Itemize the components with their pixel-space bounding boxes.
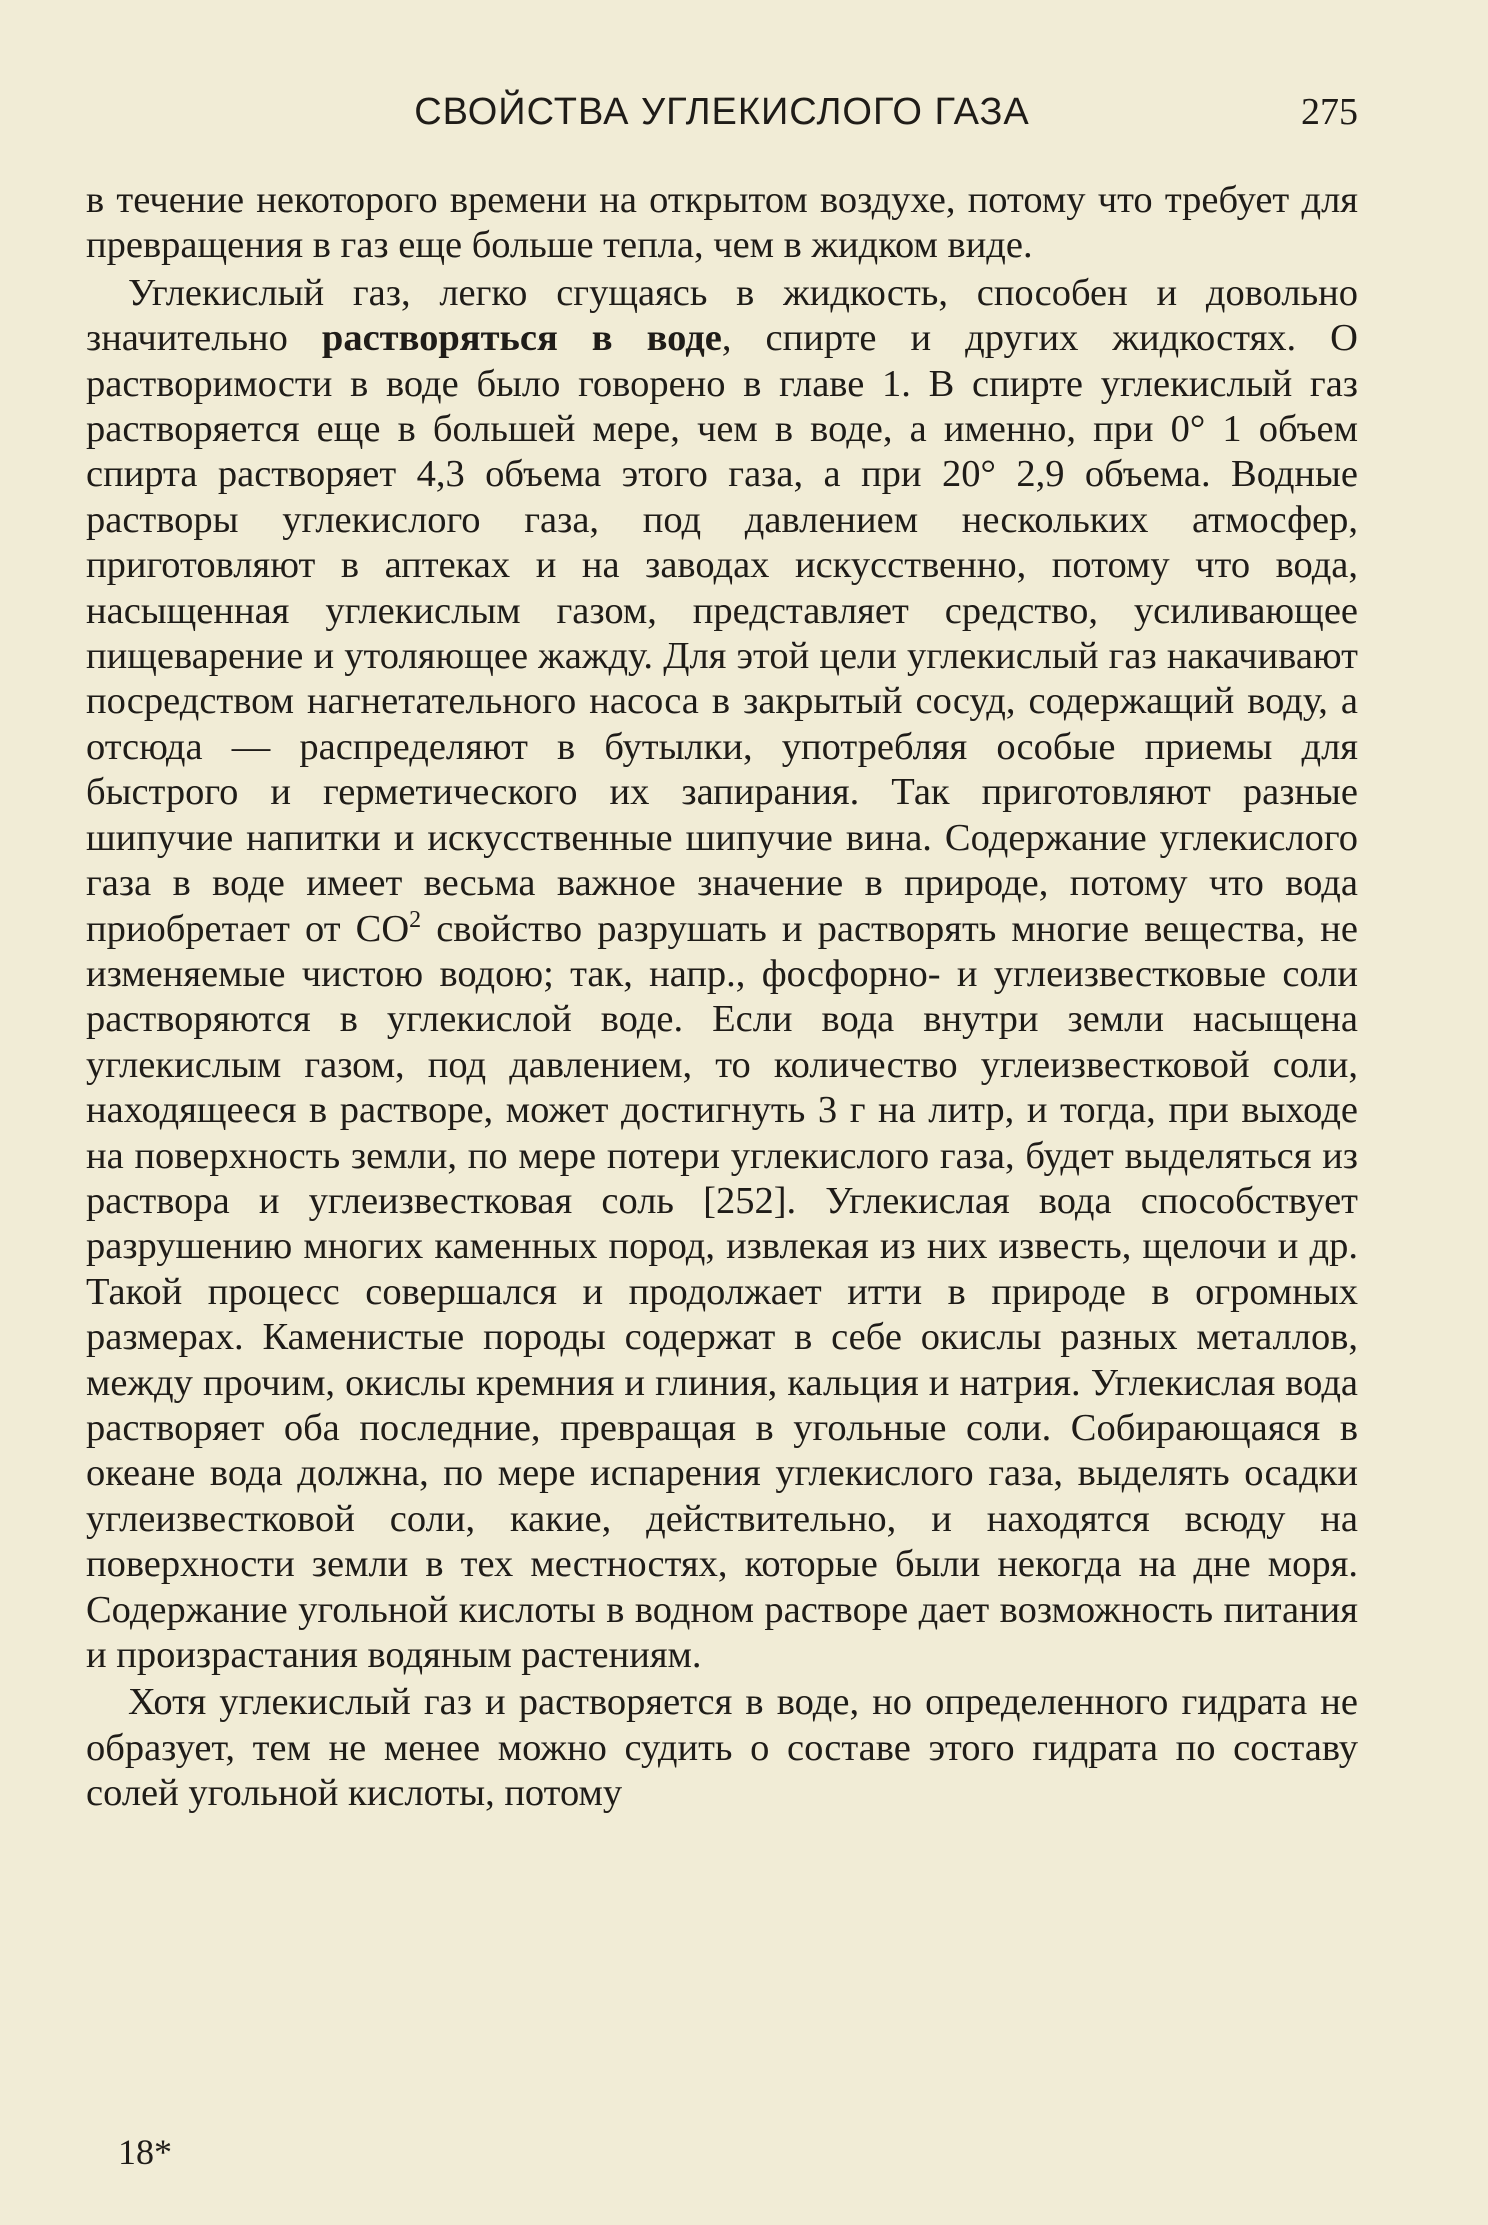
paragraph-solubility bbox=[86, 271, 1358, 1679]
paragraph-continuation: в течение некоторого времени на открытом воздухе, потому что требует для превращения в газ еще больше тепла, чем в жидком виде. bbox=[86, 179, 1358, 267]
subscript-index: 2 bbox=[409, 906, 422, 933]
signature-mark: 18* bbox=[118, 2132, 172, 2172]
running-title: СВОЙСТВА УГЛЕКИСЛОГО ГАЗА bbox=[414, 91, 1030, 133]
paragraph-text: свойство разрушать и растворять многие вещества, не изменяемые чистою водою; так, напр., фосфорно- и углеизвестковые соли растворяются в углекислой воде. Если вода внутри земли насыщена углекислым газом, под давлением, то количество углеизвестковой соли, находящееся в растворе, может достигнуть 3 г на литр, и тогда, при выходе на поверхность земли, по мере потери углекислого газа, будет выделяться из раствора и углеизвестковая соль [252]. Углекислая вода способствует разрушению многих каменных пород, извлекая из них известь, щелочи и др. Такой процесс совершался и продолжает итти в природе в огромных размерах. Каменистые породы содержат в себе окислы разных металлов, между прочим, окислы кремния и глиния, кальция и натрия. Углекислая вода растворяет оба последние, превращая в угольные соли. Собирающаяся в океане вода должна, по мере испарения углекислого газа, выделять осадки углеизвестковой соли, какие, действительно, и находятся всюду на поверхности земли в тех местностях, которые были некогда на дне моря. Содержание угольной кислоты в водном растворе дает возможность питания и произрастания водяным растениям. bbox=[86, 907, 1358, 1676]
paragraph-text: Углекислый газ, легко сгущаясь в жидкость, способен и довольно значительно bbox=[86, 271, 1358, 360]
paragraph-hydrate: Хотя углекислый газ и растворяется в воде, но определенного гидрата не образует, тем не менее можно судить о составе этого гидрата по составу солей угольной кислоты, потому bbox=[86, 1681, 1358, 1815]
paragraph-text: , спирте и других жидкостях. О растворимости в воде было говорено в главе 1. В спирте углекислый газ растворяется еще в большей мере, чем в воде, а именно, при 0° 1 объем спирта растворяет 4,3 объема этого газа, а при 20° 2,9 объема. Водные растворы углекислого газа, под давлением нескольких атмосфер, приготовляют в аптеках и на заводах искусственно, потому что вода, насыщенная углекислым газом, представляет средство, усиливающее пищеварение и утоляющее жажду. Для этой цели углекислый газ накачивают посредством нагнетательного насоса в закрытый сосуд, содержащий воду, а отсюда — распределяют в бутылки, употребляя особые приемы для быстрого и герметического их запирания. Так приготовляют разные шипучие напитки и искусственные шипучие вина. Содержание углекислого газа в воде имеет весьма важное значение в природе, потому что вода приобретает от CO bbox=[86, 317, 1358, 950]
body-text bbox=[86, 178, 1358, 1819]
page-number: 275 bbox=[1301, 91, 1358, 133]
emphasis-term: растворяться в воде bbox=[321, 317, 722, 360]
running-header bbox=[86, 82, 1358, 142]
